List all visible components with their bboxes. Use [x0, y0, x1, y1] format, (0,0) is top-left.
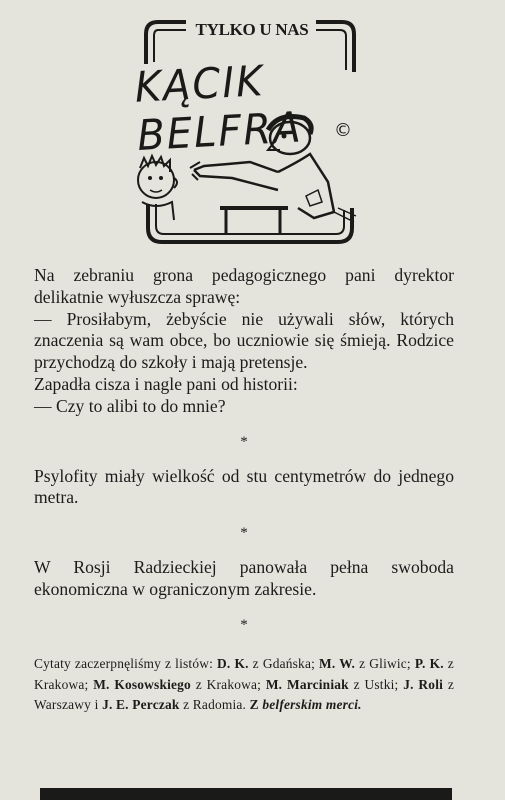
- credit-city: z Gliwic;: [359, 656, 411, 671]
- joke3: W Rosji Radzieckiej panowała pełna swoboda ekonomiczna w ograniczonym zakresie.: [34, 557, 454, 599]
- separator-star: *: [240, 616, 248, 633]
- credit-city: z Krakowa;: [195, 676, 262, 692]
- credits-intro: Cytaty zaczerpnęliśmy z listów:: [34, 656, 214, 671]
- credit-name: J. Roli: [403, 676, 444, 692]
- header-title: KĄCIK BELFRA: [133, 57, 304, 161]
- credit-city: z Ustki;: [353, 676, 399, 692]
- cartoon-illustration: [128, 12, 378, 250]
- credit-name: P. K.: [414, 656, 444, 671]
- joke1-pause: Zapadła cisza i nagle pani od historii:: [34, 373, 298, 394]
- credit-city: z Radomia.: [183, 697, 247, 712]
- copyright-mark: ©: [334, 120, 352, 141]
- joke2: Psylofity miały wielkość od stu centymetrów do jednego metra.: [34, 465, 454, 508]
- credit-name: M. W.: [319, 656, 356, 671]
- credit-name: M. Marciniak: [265, 676, 349, 692]
- credit-city: z Warszawy i: [34, 676, 454, 712]
- credits-paragraph: [34, 654, 454, 716]
- credit-name: D. K.: [217, 656, 249, 671]
- separator-star: *: [240, 525, 248, 542]
- joke1-punchline: — Czy to alibi to do mnie?: [34, 395, 226, 416]
- credits-outro-italic: belferskim merci.: [262, 697, 362, 712]
- joke1-quote: — Prosiłabym, żebyście nie używali słów, których znaczenia są wam obce, bo uczniowie się śmieją. Rodzice przychodzą do szkoły i mają pretensje.: [34, 308, 454, 373]
- credit-name: M. Kosowskiego: [93, 676, 191, 692]
- credit-city: z Krakowa;: [34, 656, 454, 692]
- credit-name: J. E. Perczak: [102, 697, 180, 712]
- jokes-column: [34, 265, 454, 649]
- header-tag: TYLKO U NAS: [195, 20, 309, 39]
- next-article-bar: [40, 788, 452, 800]
- credit-city: z Gdańska;: [252, 656, 316, 671]
- separator-star: *: [240, 433, 248, 450]
- joke1-intro: Na zebraniu grona pedagogicznego pani dyrektor delikatnie wyłuszcza sprawę:: [34, 265, 454, 307]
- credits-outro: Z: [249, 697, 259, 712]
